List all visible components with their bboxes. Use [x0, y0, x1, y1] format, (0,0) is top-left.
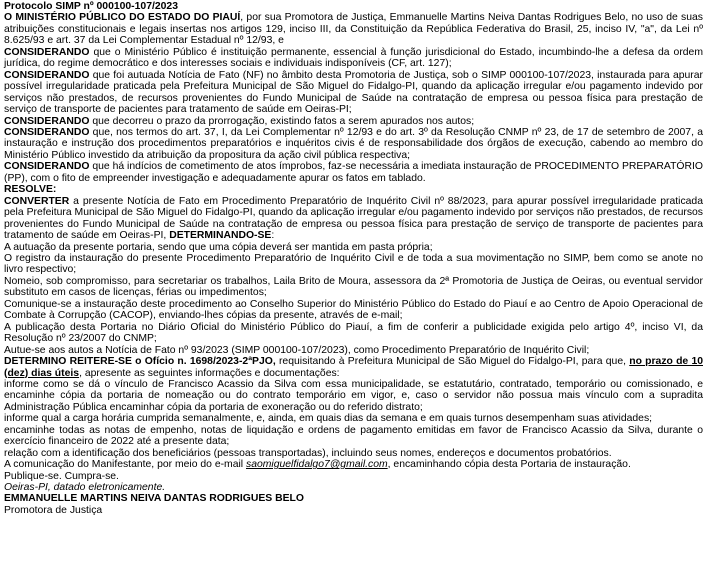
determination-item: A publicação desta Portaria no Diário Oficial do Ministério Público do Piauí, a fim de conferir a publicidade exigida pelo artigo 4º, inciso VI, da Resolução nº 23/2007 do CNMP;: [4, 321, 703, 345]
signer-name: EMMANUELLE MARTINS NEIVA DANTAS RODRIGUES BELO: [4, 493, 304, 505]
considerando-paragraph: CONSIDERANDO que há indícios de cometimento de atos ímprobos, faz-se necessária a imediata instauração de PROCEDIMENTO PREPARATÓRIO (PP), com o fito de empreender investigação e adequadamente apurar os fatos em tablado.: [4, 161, 703, 184]
request-item: relação com a identificação dos beneficiários (pessoas transportadas), incluindo seus nomes, endereços e documentos probatórios.: [4, 447, 612, 459]
determination-item: Comunique-se a instauração deste procedimento ao Conselho Superior do Ministério Público do Estado do Piauí e ao Centro de Apoio Operacional de Combate à Corrupção (CACOP), enviando-lhes cópias da presente, através de e-mail;: [4, 298, 703, 322]
place-date: Oeiras-PI, datado eletronicamente.: [4, 482, 166, 494]
considerando-paragraph: CONSIDERANDO que, nos termos do art. 37, I, da Lei Complementar nº 12/93 e do art. 3º da Resolução CNMP nº 23, de 17 de setembro de 2007, a instauração e instrução dos procedimentos preparatórios e inquéritos civis é de responsabilidade dos órgãos de execução, cabendo ao membro do Ministério Público investido da atribuição da propositura da ação civil pública respectiva;: [4, 126, 703, 161]
communication-paragraph: A comunicação do Manifestante, por meio do e-mail saomiguelfidalgo7@gmail.com, encaminhando cópia desta Portaria de instauração.: [4, 459, 631, 471]
determination-item: Autue-se aos autos a Notícia de Fato nº 93/2023 (SIMP 000100-107/2023), como Procedimento Preparatório de Inquérito Civil;: [4, 344, 590, 356]
determination-item: Nomeio, sob compromisso, para secretariar os trabalhos, Laila Brito de Moura, assessora da 2ª Promotoria de Justiça de Oeiras, ou eventual servidor substituto em casos de licenças, férias ou impedimentos;: [4, 275, 703, 299]
deadline: no prazo de 10 (dez) dias úteis: [4, 356, 703, 379]
considerando-paragraph: CONSIDERANDO que foi autuada Notícia de Fato (NF) no âmbito desta Promotoria de Justiça, sob o SIMP 000100-107/2023, instaurada para apurar possível irregularidade praticada pela Prefeitura Municipal de São Miguel do Fidalgo-PI, quando da aplicação irregular e/ou pagamento indevido por serviços não prestados, de recursos provenientes do Fundo Municipal de Saúde na contratação de empresa ou pessoa física para prestação de serviço de transporte de pacientes para tratamento de saúde em Oeiras-PI;: [4, 69, 703, 116]
email-link[interactable]: saomiguelfidalgo7@gmail.com: [246, 459, 388, 471]
determination-item: O registro da instauração do presente Procedimento Preparatório de Inquérito Civil e de toda a sua movimentação no SIMP, bem como se anote no livro respectivo;: [4, 252, 703, 276]
publish-line: Publique-se. Cumpra-se.: [4, 470, 119, 482]
considerando-paragraph: CONSIDERANDO que decorreu o prazo da prorrogação, existindo fatos a serem apurados nos autos;: [4, 115, 475, 127]
request-item: informe como se dá o vínculo de Francisco Acassio da Silva com essa municipalidade, se estatutário, contratado, temporário ou comissionado, e encaminhe cópia da portaria de nomeação ou do contrato temporário em vigor, e, caso o servidor não possua mais vínculo com a supradita Administração Pública encaminhar cópia da portaria de exoneração ou do referido distrato;: [4, 378, 703, 413]
intro-paragraph: O MINISTÉRIO PÚBLICO DO ESTADO DO PIAUÍ, por sua Promotora de Justiça, Emmanuelle Martins Neiva Dantas Rodrigues Belo, no uso de suas atribuições constitucionais e legais insertas nos artigos 129, inciso III, da Constituição da República Federativa do Brasil, 25, inciso IV, "a", da Lei nº 8.625/93 e art. 37 da Lei Complementar Estadual nº 12/93, e: [4, 12, 703, 47]
protocol-number: Protocolo SIMP nº 000100-107/2023: [4, 1, 178, 12]
ministry-name: O MINISTÉRIO PÚBLICO DO ESTADO DO PIAUÍ: [4, 12, 241, 24]
considerando-paragraph: CONSIDERANDO que o Ministério Público é instituição permanente, essencial à função jurisdicional do Estado, incumbindo-lhe a defesa da ordem jurídica, do regime democrático e dos interesses sociais e individuais indisponíveis (CF, art. 127);: [4, 46, 703, 70]
signer-role: Promotora de Justiça: [4, 504, 103, 516]
resolve-heading: RESOLVE:: [4, 184, 57, 196]
request-item: encaminhe todas as notas de empenho, notas de liquidação e ordens de pagamento emitidas em favor de Francisco Acassio da Silva, durante o exercício financeiro de 2022 até a presente data;: [4, 424, 703, 448]
converter-paragraph: CONVERTER a presente Notícia de Fato em Procedimento Preparatório de Inquérito Civil nº 88/2023, para apurar possível irregularidade praticada pela Prefeitura Municipal de São Miguel do Fidalgo-PI, quando da aplicação irregular e/ou pagamento indevido por serviços não prestados, de recursos provenientes do Fundo Municipal de Saúde na contratação de empresa ou pessoa física para prestação de serviço de transporte de pacientes para tratamento de saúde em Oeiras-PI, DETERMINANDO-SE:: [4, 195, 703, 242]
request-item: informe qual a carga horária cumprida semanalmente, e, ainda, em quais dias da semana e em quais turnos desempenham suas atividades;: [4, 413, 653, 425]
determination-item: A autuação da presente portaria, sendo que uma cópia deverá ser mantida em pasta própria;: [4, 241, 433, 253]
reitere-paragraph: DETERMINO REITERE-SE o Ofício n. 1698/2023-2ªPJO, requisitando à Prefeitura Municipal de São Miguel do Fidalgo-PI, para que, no prazo de 10 (dez) dias úteis, apresente as seguintes informações e documentações:: [4, 356, 703, 379]
